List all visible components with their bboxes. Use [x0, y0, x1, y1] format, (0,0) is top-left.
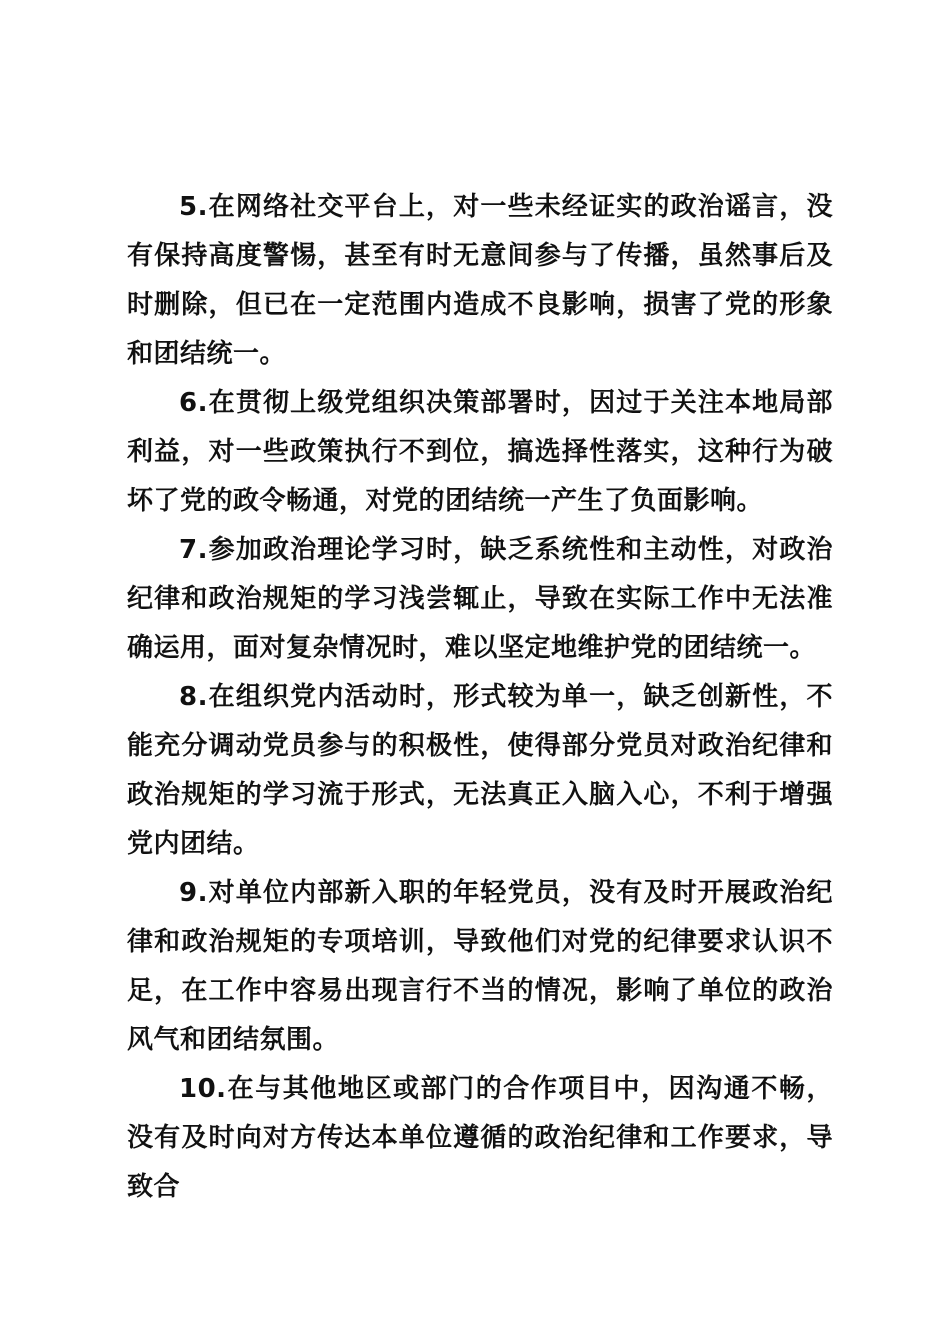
document-body	[127, 183, 833, 1212]
paragraph-item-10: 10.在与其他地区或部门的合作项目中，因沟通不畅，没有及时向对方传达本单位遵循的政治纪律和工作要求，导致合	[127, 1074, 833, 1202]
paragraph-item-6: 6.在贯彻上级党组织决策部署时，因过于关注本地局部利益，对一些政策执行不到位，搞选择性落实，这种行为破坏了党的政令畅通，对党的团结统一产生了负面影响。	[127, 388, 833, 516]
paragraph-item-8: 8.在组织党内活动时，形式较为单一，缺乏创新性，不能充分调动党员参与的积极性，使得部分党员对政治纪律和政治规矩的学习流于形式，无法真正入脑入心，不利于增强党内团结。	[127, 682, 833, 859]
paragraph-item-7: 7.参加政治理论学习时，缺乏系统性和主动性，对政治纪律和政治规矩的学习浅尝辄止，导致在实际工作中无法准确运用，面对复杂情况时，难以坚定地维护党的团结统一。	[127, 535, 833, 663]
paragraph-item-5: 5.在网络社交平台上，对一些未经证实的政治谣言，没有保持高度警惕，甚至有时无意间参与了传播，虽然事后及时删除，但已在一定范围内造成不良影响，损害了党的形象和团结统一。	[127, 192, 833, 369]
paragraph-item-9: 9.对单位内部新入职的年轻党员，没有及时开展政治纪律和政治规矩的专项培训，导致他们对党的纪律要求认识不足，在工作中容易出现言行不当的情况，影响了单位的政治风气和团结氛围。	[127, 878, 833, 1055]
